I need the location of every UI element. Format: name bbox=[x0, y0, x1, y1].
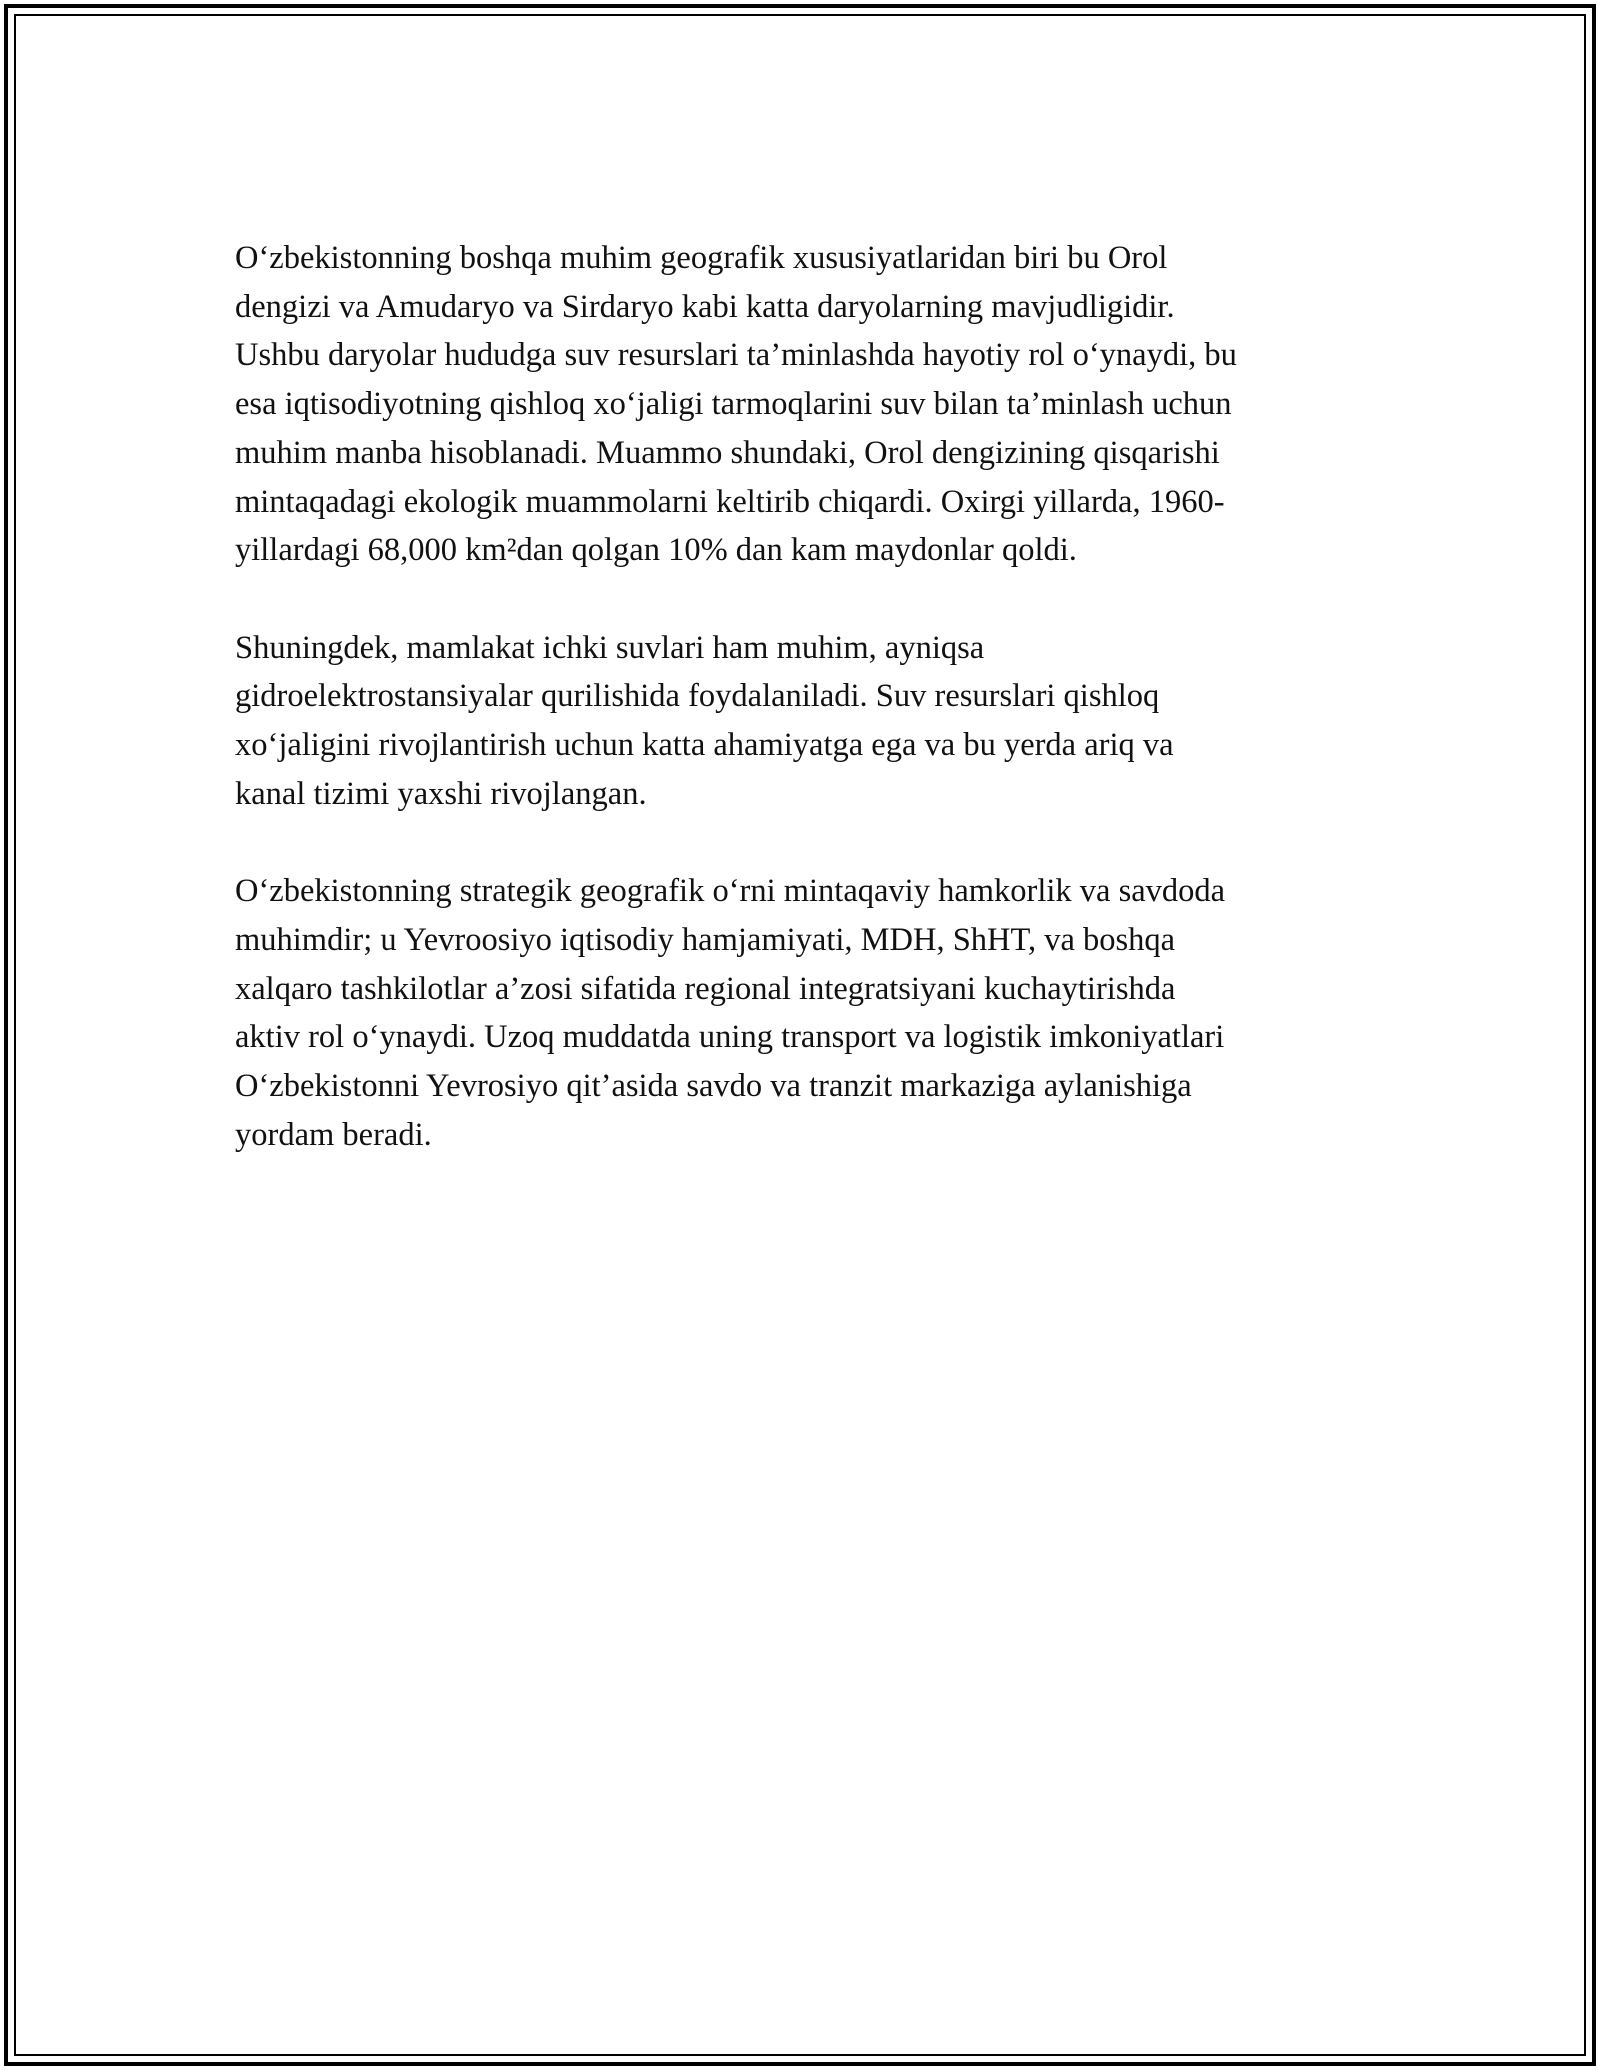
paragraph-aral-sea-rivers: O‘zbekistonning boshqa muhim geografik xususiyatlaridan biri bu Orol dengizi va Amudaryo va Sirdaryo kabi katta daryolarning mavjudligidir. Ushbu daryolar hududga suv resurslari ta’minlashda hayotiy rol o‘ynaydi, bu esa iqtisodiyotning qishloq xo‘jaligi tarmoqlarini suv bilan ta’minlash uchun muhim manba hisoblanadi. Muammo shundaki, Orol dengizining qisqarishi mintaqadagi ekologik muammolarni keltirib chiqardi. Oxirgi yillarda, 1960- yillardagi 68,000 km²dan qolgan 10% dan kam maydonlar qoldi. bbox=[235, 240, 1237, 569]
paragraph-inland-waters: Shuningdek, mamlakat ichki suvlari ham muhim, ayniqsa gidroelektrostansiyalar qurilishida foydalaniladi. Suv resurslari qishloq xo‘jaligini rivojlantirish uchun katta ahamiyatga ega va bu yerda ariq va kanal tizimi yaxshi rivojlangan. bbox=[235, 629, 1174, 812]
document-body bbox=[235, 234, 1375, 1159]
paragraph-strategic-position: O‘zbekistonning strategik geografik o‘rni mintaqaviy hamkorlik va savdoda muhimdir; u Yevroosiyo iqtisodiy hamjamiyati, MDH, ShHT, va boshqa xalqaro tashkilotlar a’zosi sifatida regional integratsiyani kuchaytirishda aktiv rol o‘ynaydi. Uzoq muddatda uning transport va logistik imkoniyatlari O‘zbekistonni Yevrosiyo qit’asida savdo va tranzit markaziga aylanishiga yordam beradi. bbox=[235, 873, 1226, 1153]
